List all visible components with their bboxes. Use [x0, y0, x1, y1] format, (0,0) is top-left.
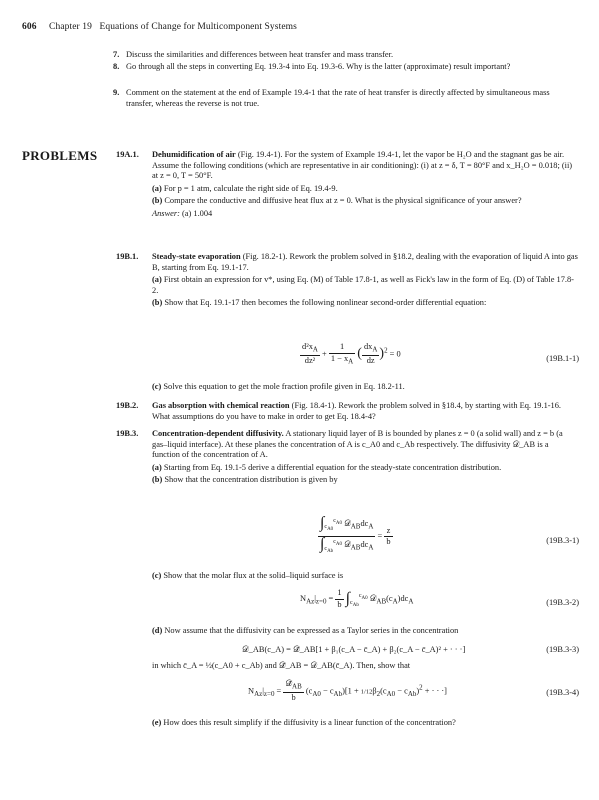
equation-number: (19B.3-3): [546, 645, 579, 654]
problem-title: Dehumidification of air: [152, 150, 236, 159]
problem-title: Steady-state evaporation: [152, 252, 241, 261]
problem-19B3-d2: in which c̄_A = ½(c_A0 + c_Ab) and 𝒟̄_AB = 𝒟_AB(c̄_A). Then, show that: [152, 661, 411, 670]
chapter-title: Equations of Change for Multicomponent Systems: [99, 22, 297, 32]
problem-title: Concentration-dependent diffusivity.: [152, 429, 284, 438]
running-head: [22, 22, 297, 32]
problem-19B3-e: (e) How does this result simplify if the diffusivity is a linear function of the concentration?: [152, 718, 456, 727]
question-7: 7. Discuss the similarities and differences between heat transfer and mass transfer.: [113, 50, 394, 59]
chapter-label: Chapter 19: [49, 22, 92, 32]
equation-19B3-2: $N_{Az}|_{z=0}$ = $\frac{1}{b}$ $\int_{c_{Ab}}^{c_{A0}}$ $𝒟_{AB}(c_A)dc_A$: [300, 588, 414, 609]
section-heading: PROBLEMS: [22, 148, 98, 163]
page-number: 606: [22, 22, 37, 32]
equation-number: (19B.3-4): [546, 688, 579, 697]
problem-19A1: 19A.1. Dehumidification of air (Fig. 19.4-1). For the system of Example 19.4-1, let the vapor be H₂O and the stagnant gas be air. Assume the following conditions (which are representative in air conditioning): (i) at z = δ, T = 80°F and x_H₂O = 0.018; (ii) at z = 0, T = 50°F. (a) For p = 1 atm, calculate the right side of Eq. 19.4-9. (b) Compare the conductive and diffusive heat flux at z = 0. What is the physical significance of your answer? Answer: (a) 1.004: [116, 150, 573, 218]
equation-number: (19B.3-1): [546, 536, 579, 545]
problem-19B3-d: (d) Now assume that the diffusivity can be expressed as a Taylor series in the concentration: [152, 626, 459, 635]
equation-19B3-3: 𝒟_AB(c_A) = 𝒟̄_AB[1 + β₁(c_A − c̄_A) + β₂(c_A − c̄_A)² + · · ·]: [242, 645, 466, 654]
problem-19B1: 19B.1. Steady-state evaporation (Fig. 18.2-1). Rework the problem solved in §18.2, dealing with the evaporation of liquid A into gas B, starting from Eq. 19.1-17. (a) First obtain an expression for v*, using Eq. (M) of Table 17.8-1, as well as Fick's law in the form of Eq. (D) of Table 17.8-2. (b) Show that Eq. 19.1-17 then becomes the following nonlinear second-order differential equation:: [116, 252, 578, 308]
equation-19B3-4: $N_{Az}|_{z=0}$ = $\frac{𝒟̄_{AB}}{b}$ $(c_{A0} - c_{Ab})[1 + 1/12\beta_2(c_{A0} - c_{Ab})^2$ + · · ·]: [248, 679, 447, 703]
problem-19B3-c: (c) Show that the molar flux at the solid–liquid surface is: [152, 571, 344, 580]
equation-19B1-1: $\frac{d^2x_A}{\text{dz²}}$ + $\frac{1}{1 - x_A}$ ( $\frac{dx_A}{dz}$ )$^2$ = 0: [302, 342, 401, 366]
problem-19B1-c: (c) Solve this equation to get the mole fraction profile given in Eq. 18.2-11.: [152, 382, 405, 391]
question-9: 9. Comment on the statement at the end of Example 19.4-1 that the rate of heat transfer is directly affected by simultaneous mass transfer, whereas the reverse is not true.: [113, 88, 550, 108]
equation-19B3-1: $\frac{\int_{c_{A0}}^{c_{A0}} 𝒟_{AB}dc_A}{\int_{c_{Ab}}^{c_{A0}} 𝒟_{AB}dc_A}$ = $\frac{z}{b}$: [320, 514, 391, 554]
problem-19B2: 19B.2. Gas absorption with chemical reaction (Fig. 18.4-1). Rework the problem solved in §18.4, by starting with Eq. 19.1-16. What assumptions do you have to make in order to get Eq. 18.4-4?: [116, 401, 562, 421]
question-8: 8. Go through all the steps in converting Eq. 19.3-4 into Eq. 19.3-6. Why is the latter (approximate) result important?: [113, 62, 511, 71]
problem-title: Gas absorption with chemical reaction: [152, 401, 290, 410]
equation-number: (19B.3-2): [546, 598, 579, 607]
problem-19B3: 19B.3. Concentration-dependent diffusivity. A stationary liquid layer of B is bounded by planes z = 0 (a solid wall) and z = b (a gas–liquid interface). At these planes the concentration of A is c_A0 and c_Ab respectively. The diffusivity 𝒟_AB is a function of the concentration of A. (a) Starting from Eq. 19.1-5 derive a differential equation for the steady-state concentration distribution. (b) Show that the concentration distribution is given by: [116, 429, 563, 485]
equation-number: (19B.1-1): [546, 354, 579, 363]
